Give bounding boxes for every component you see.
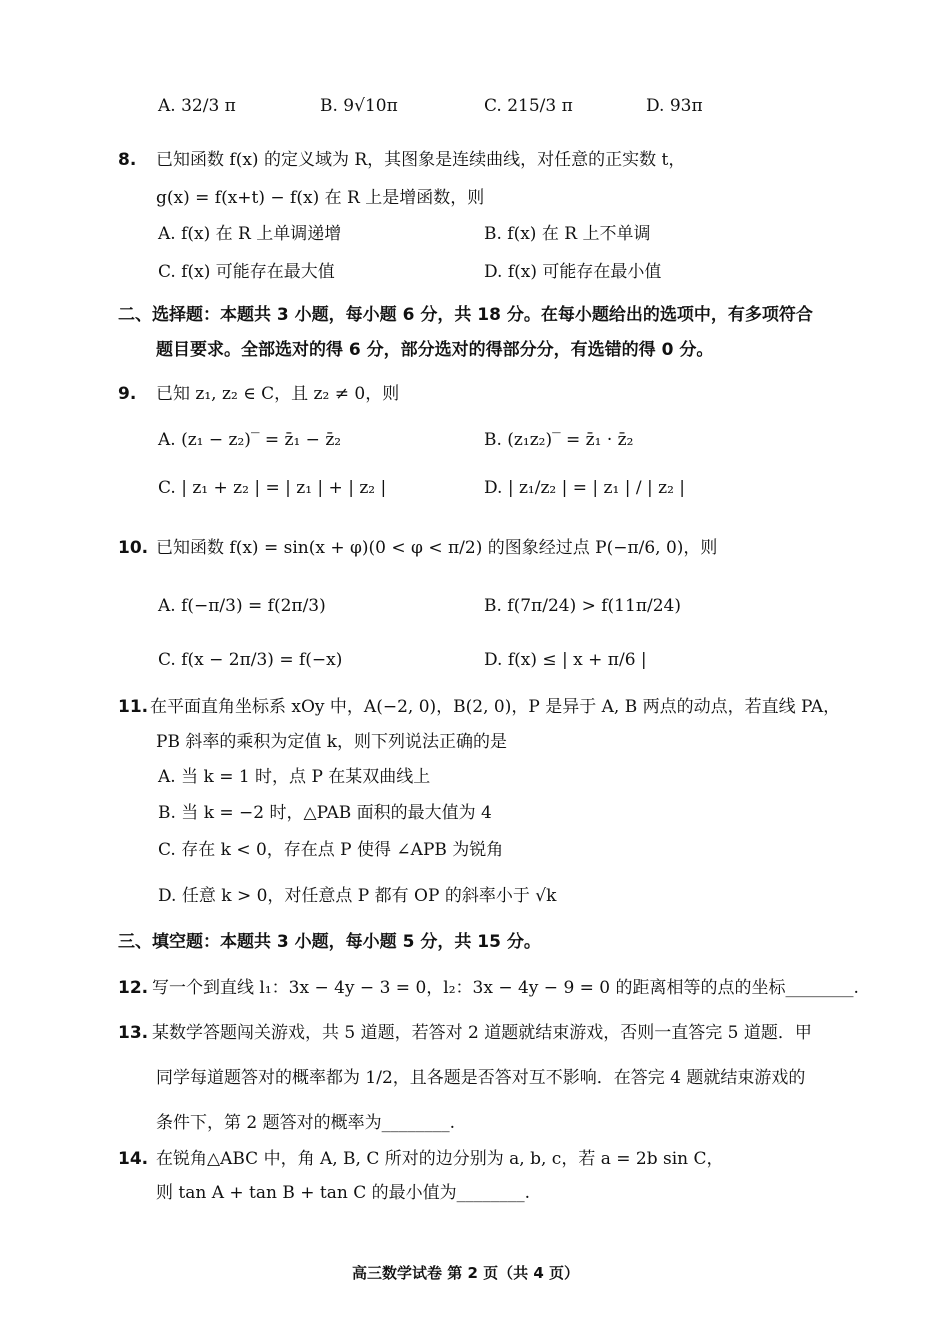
q9-option-c: C. | z₁ + z₂ | = | z₁ | + | z₂ | [158,478,387,498]
q12-stem: 写一个到直线 l₁：3x − 4y − 3 = 0，l₂：3x − 4y − 9 = 0 的距离相等的点的坐标________. [152,978,859,998]
q8-option-d: D. f(x) 可能存在最小值 [484,262,662,282]
q10-option-b: B. f(7π/24) > f(11π/24) [484,596,681,616]
q7-option-b: B. 9√10π [320,96,398,116]
q8-option-a: A. f(x) 在 R 上单调递增 [158,224,342,244]
q13-stem-line-2: 同学每道题答对的概率都为 1/2，且各题是否答对互不影响．在答完 4 题就结束游戏的 [156,1068,806,1088]
q14-stem-line-2: 则 tan A + tan B + tan C 的最小值为________. [156,1183,531,1203]
q10-stem: 已知函数 f(x) = sin(x + φ)(0 < φ < π/2) 的图象经过点 P(−π/6, 0)，则 [156,538,718,558]
q13-number: 13. [118,1023,149,1043]
q8-stem-line-1: 已知函数 f(x) 的定义域为 R，其图象是连续曲线，对任意的正实数 t， [156,150,686,170]
q10-number: 10. [118,538,149,558]
q11-option-a: A. 当 k = 1 时，点 P 在某双曲线上 [158,767,431,787]
q11-stem-line-1: 在平面直角坐标系 xOy 中，A(−2, 0)，B(2, 0)，P 是异于 A, B 两点的动点，若直线 PA， [150,697,841,717]
q13-stem-line-3: 条件下，第 2 题答对的概率为________. [156,1113,456,1133]
q9-option-d: D. | z₁/z₂ | = | z₁ | / | z₂ | [484,478,686,498]
q8-stem-line-2: g(x) = f(x+t) − f(x) 在 R 上是增函数，则 [156,188,485,208]
q8-option-c: C. f(x) 可能存在最大值 [158,262,335,282]
q14-stem-line-1: 在锐角△ABC 中，角 A, B, C 所对的边分别为 a, b, c，若 a = 2b sin C， [156,1149,724,1169]
q7-option-c: C. 215/3 π [484,96,573,116]
section-2-heading-line-2: 题目要求。全部选对的得 6 分，部分选对的得部分分，有选错的得 0 分。 [156,340,714,360]
q14-number: 14. [118,1149,149,1169]
q11-option-c: C. 存在 k < 0，存在点 P 使得 ∠APB 为锐角 [158,840,504,860]
q7-option-d: D. 93π [646,96,703,116]
q8-option-b: B. f(x) 在 R 上不单调 [484,224,651,244]
q7-option-a: A. 32/3 π [158,96,236,116]
q13-stem-line-1: 某数学答题闯关游戏，共 5 道题，若答对 2 道题就结束游戏，否则一直答完 5 道题．甲 [152,1023,812,1043]
q11-option-b: B. 当 k = −2 时，△PAB 面积的最大值为 4 [158,803,492,823]
q9-option-b: B. (z₁z₂)‾ = z̄₁ · z̄₂ [484,430,634,450]
section-3-heading: 三、填空题：本题共 3 小题，每小题 5 分，共 15 分。 [118,932,541,952]
q10-option-a: A. f(−π/3) = f(2π/3) [158,596,326,616]
q10-option-c: C. f(x − 2π/3) = f(−x) [158,650,343,670]
q9-number: 9. [118,384,137,404]
q9-stem: 已知 z₁, z₂ ∈ C，且 z₂ ≠ 0，则 [156,384,400,404]
q11-stem-line-2: PB 斜率的乘积为定值 k，则下列说法正确的是 [156,732,508,752]
q11-option-d: D. 任意 k > 0，对任意点 P 都有 OP 的斜率小于 √k [158,886,557,906]
section-2-heading: 二、选择题：本题共 3 小题，每小题 6 分，共 18 分。在每小题给出的选项中，有多项符合 [118,305,813,325]
q9-option-a: A. (z₁ − z₂)‾ = z̄₁ − z̄₂ [158,430,342,450]
page-footer: 高三数学试卷 第 2 页（共 4 页） [352,1264,579,1282]
q12-number: 12. [118,978,149,998]
q11-number: 11. [118,697,149,717]
q8-number: 8. [118,150,137,170]
q10-option-d: D. f(x) ≤ | x + π/6 | [484,650,647,670]
